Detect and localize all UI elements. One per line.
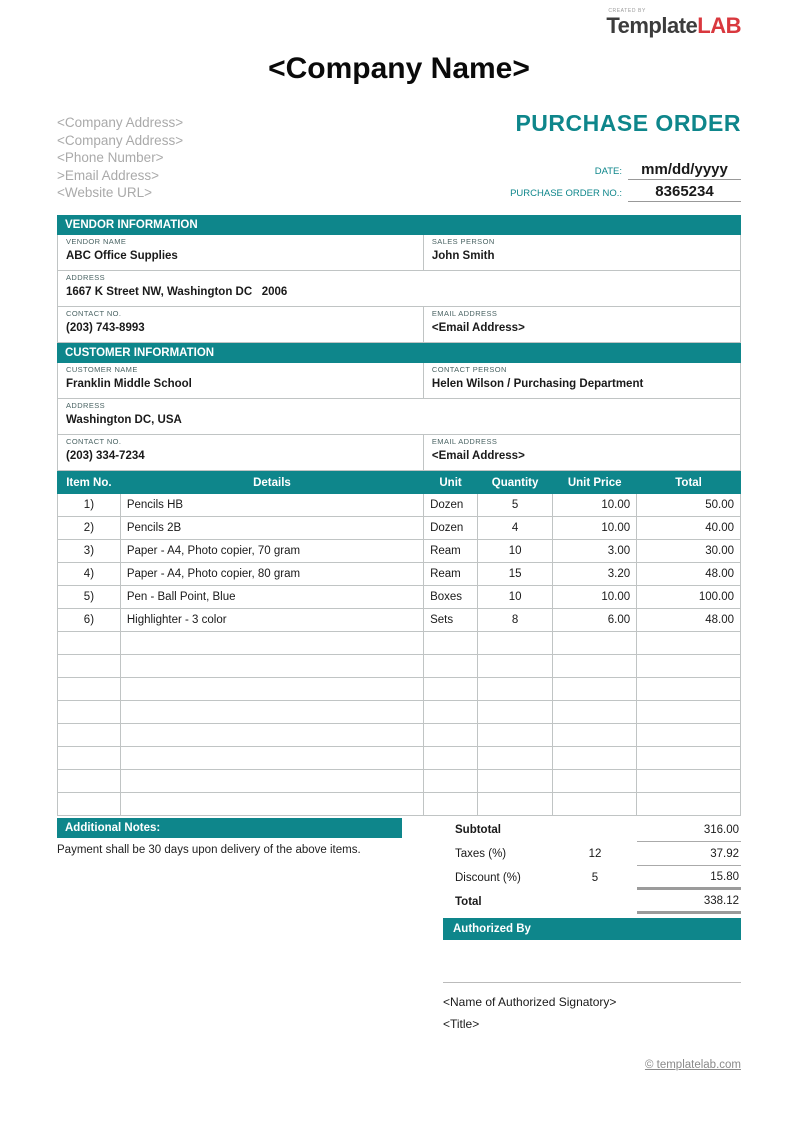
item-qty-cell: 5 — [478, 494, 553, 517]
empty-cell — [637, 701, 741, 724]
empty-cell — [424, 701, 478, 724]
table-row-empty — [58, 678, 741, 701]
additional-notes-text: Payment shall be 30 days upon delivery of the above items. — [57, 844, 361, 856]
top-bar — [57, 8, 741, 44]
total-label: Total — [455, 896, 482, 908]
logo-text-lab: LAB — [697, 13, 741, 38]
empty-cell — [58, 747, 121, 770]
company-address-line: <Company Address> — [57, 132, 184, 148]
subtotal-row — [443, 818, 741, 842]
empty-cell — [424, 632, 478, 655]
empty-cell — [424, 655, 478, 678]
empty-cell — [637, 724, 741, 747]
item-total-cell: 50.00 — [637, 494, 741, 517]
vendor-contact-value: (203) 743-8993 — [66, 322, 145, 334]
empty-cell — [553, 747, 637, 770]
empty-cell — [478, 724, 553, 747]
company-name-heading: <Company Name> — [268, 52, 530, 85]
item-price-cell: 3.20 — [553, 563, 637, 586]
item-total-cell: 48.00 — [637, 563, 741, 586]
sales-person-label: SALES PERSON — [431, 237, 495, 246]
discount-row — [443, 866, 741, 890]
item-price-cell: 10.00 — [553, 494, 637, 517]
column-header-details: Details — [120, 472, 423, 494]
column-header-unit-price: Unit Price — [553, 472, 637, 494]
item-price-cell: 10.00 — [553, 517, 637, 540]
customer-email-label: EMAIL ADDRESS — [431, 437, 498, 446]
empty-cell — [120, 701, 423, 724]
table-row — [58, 586, 741, 609]
purchase-order-header — [411, 98, 741, 205]
empty-cell — [553, 701, 637, 724]
item-details-cell: Highlighter - 3 color — [120, 609, 423, 632]
empty-cell — [637, 678, 741, 701]
empty-cell — [58, 793, 121, 816]
contact-person-cell — [424, 363, 740, 398]
contact-person-label: CONTACT PERSON — [431, 365, 507, 374]
item-price-cell: 10.00 — [553, 586, 637, 609]
order-number-field — [411, 183, 741, 202]
vendor-name-value: ABC Office Supplies — [66, 250, 178, 262]
vendor-contact-cell — [58, 307, 424, 342]
empty-cell — [553, 724, 637, 747]
po-meta-fields — [411, 161, 741, 202]
company-website-line: <Website URL> — [57, 185, 153, 200]
bottom-area — [57, 818, 741, 1031]
empty-cell — [553, 770, 637, 793]
signature-line — [443, 982, 741, 983]
item-total-cell: 48.00 — [637, 609, 741, 632]
empty-cell — [478, 655, 553, 678]
empty-cell — [637, 655, 741, 678]
item-unit-cell: Sets — [424, 609, 478, 632]
item-unit-cell: Dozen — [424, 517, 478, 540]
empty-cell — [424, 747, 478, 770]
table-row — [58, 563, 741, 586]
customer-row-name-person — [58, 363, 740, 399]
table-row-empty — [58, 701, 741, 724]
customer-email-value: <Email Address> — [431, 450, 525, 462]
item-details-cell: Pen - Ball Point, Blue — [120, 586, 423, 609]
table-row-empty — [58, 747, 741, 770]
column-header-quantity: Quantity — [478, 472, 553, 494]
discount-percent: 5 — [591, 872, 599, 884]
item-details-cell: Paper - A4, Photo copier, 80 gram — [120, 563, 423, 586]
empty-cell — [478, 678, 553, 701]
signatory-title-placeholder: <Title> — [443, 1017, 480, 1031]
signature-space — [443, 940, 741, 982]
column-header-unit: Unit — [424, 472, 478, 494]
item-no-cell: 2) — [58, 517, 121, 540]
company-address-line: <Company Address> — [57, 115, 184, 130]
additional-notes-header: Additional Notes: — [57, 818, 402, 838]
vendor-address-value: 1667 K Street NW, Washington DC 2006 — [66, 286, 288, 298]
taxes-row — [443, 842, 741, 866]
table-row-empty — [58, 770, 741, 793]
empty-cell — [58, 655, 121, 678]
column-header-item-no: Item No. — [58, 472, 121, 494]
contact-person-value: Helen Wilson / Purchasing Department — [431, 378, 644, 390]
item-total-cell: 30.00 — [637, 540, 741, 563]
order-number-label: PURCHASE ORDER NO.: — [510, 188, 622, 199]
table-row-empty — [58, 655, 741, 678]
empty-cell — [553, 793, 637, 816]
item-details-cell: Pencils 2B — [120, 517, 423, 540]
total-value: 338.12 — [637, 890, 741, 914]
empty-cell — [478, 701, 553, 724]
empty-cell — [637, 793, 741, 816]
logo-wordmark — [606, 14, 741, 38]
customer-contact-cell — [58, 435, 424, 470]
vendor-name-label: VENDOR NAME — [66, 237, 127, 246]
item-unit-cell: Ream — [424, 563, 478, 586]
discount-value: 15.80 — [637, 866, 741, 890]
item-qty-cell: 8 — [478, 609, 553, 632]
vendor-contact-label: CONTACT NO. — [66, 309, 122, 318]
item-unit-cell: Ream — [424, 540, 478, 563]
customer-row-contact-email — [58, 435, 740, 471]
additional-notes-block — [57, 818, 402, 1031]
page-footer — [57, 1059, 741, 1071]
item-details-cell: Pencils HB — [120, 494, 423, 517]
table-row — [58, 494, 741, 517]
item-no-cell: 4) — [58, 563, 121, 586]
table-row — [58, 517, 741, 540]
authorized-by-header: Authorized By — [443, 918, 741, 940]
items-header-row — [58, 472, 741, 494]
empty-cell — [553, 655, 637, 678]
empty-cell — [553, 632, 637, 655]
empty-cell — [58, 632, 121, 655]
vendor-address-label: ADDRESS — [66, 273, 106, 282]
vendor-email-label: EMAIL ADDRESS — [431, 309, 498, 318]
customer-name-cell — [58, 363, 424, 398]
signatory-name-placeholder: <Name of Authorized Signatory> — [443, 995, 617, 1009]
item-details-cell: Paper - A4, Photo copier, 70 gram — [120, 540, 423, 563]
customer-section-header: CUSTOMER INFORMATION — [57, 343, 741, 363]
item-no-cell: 5) — [58, 586, 121, 609]
total-row — [443, 890, 741, 914]
subtotal-value: 316.00 — [637, 818, 741, 842]
column-header-total: Total — [637, 472, 741, 494]
empty-cell — [424, 770, 478, 793]
empty-cell — [424, 724, 478, 747]
item-qty-cell: 15 — [478, 563, 553, 586]
taxes-value: 37.92 — [637, 842, 741, 866]
empty-cell — [120, 632, 423, 655]
empty-cell — [478, 632, 553, 655]
logo-text-template: Template — [606, 13, 698, 38]
empty-cell — [424, 678, 478, 701]
empty-cell — [478, 747, 553, 770]
customer-email-cell — [424, 435, 740, 470]
logo-created-by-text: CREATED BY — [608, 8, 646, 14]
date-field — [411, 161, 741, 180]
empty-cell — [120, 770, 423, 793]
date-value: mm/dd/yyyy — [628, 161, 741, 180]
vendor-row-address — [58, 271, 740, 307]
company-email-line: >Email Address> — [57, 167, 160, 183]
empty-cell — [120, 793, 423, 816]
table-row-empty — [58, 724, 741, 747]
customer-address-label: ADDRESS — [66, 401, 106, 410]
company-phone-line: <Phone Number> — [57, 150, 164, 165]
empty-cell — [637, 747, 741, 770]
date-label: DATE: — [594, 166, 622, 177]
header-info-row — [57, 98, 741, 205]
taxes-label: Taxes (%) — [455, 848, 507, 860]
vendor-info-grid — [57, 235, 741, 343]
empty-cell — [120, 724, 423, 747]
item-total-cell: 40.00 — [637, 517, 741, 540]
sales-person-cell — [424, 235, 740, 270]
empty-cell — [120, 678, 423, 701]
document-title: PURCHASE ORDER — [515, 110, 741, 136]
empty-cell — [637, 770, 741, 793]
vendor-section-header: VENDOR INFORMATION — [57, 215, 741, 235]
customer-name-value: Franklin Middle School — [66, 378, 192, 390]
empty-cell — [637, 632, 741, 655]
empty-cell — [478, 770, 553, 793]
customer-name-label: CUSTOMER NAME — [66, 365, 138, 374]
table-row — [58, 609, 741, 632]
customer-contact-value: (203) 334-7234 — [66, 450, 145, 462]
item-unit-cell: Boxes — [424, 586, 478, 609]
summary-block — [443, 818, 741, 1031]
discount-label: Discount (%) — [455, 872, 521, 884]
customer-row-address — [58, 399, 740, 435]
empty-cell — [58, 678, 121, 701]
item-no-cell: 3) — [58, 540, 121, 563]
customer-info-grid — [57, 363, 741, 471]
vendor-address-cell — [58, 271, 740, 306]
empty-cell — [553, 678, 637, 701]
empty-cell — [58, 770, 121, 793]
empty-cell — [120, 655, 423, 678]
item-qty-cell: 10 — [478, 586, 553, 609]
item-qty-cell: 4 — [478, 517, 553, 540]
item-price-cell: 6.00 — [553, 609, 637, 632]
vendor-row-contact-email — [58, 307, 740, 343]
empty-cell — [58, 724, 121, 747]
vendor-row-name-sales — [58, 235, 740, 271]
table-row-empty — [58, 793, 741, 816]
vendor-email-value: <Email Address> — [431, 322, 525, 334]
items-table — [57, 471, 741, 816]
empty-cell — [478, 793, 553, 816]
item-no-cell: 1) — [58, 494, 121, 517]
customer-address-value: Washington DC, USA — [66, 414, 182, 426]
item-no-cell: 6) — [58, 609, 121, 632]
templatelab-logo — [606, 8, 741, 44]
order-number-value: 8365234 — [628, 183, 741, 202]
items-body — [58, 494, 741, 816]
customer-address-cell — [58, 399, 740, 434]
vendor-name-cell — [58, 235, 424, 270]
table-row-empty — [58, 632, 741, 655]
bottom-gap — [402, 818, 443, 1031]
table-row — [58, 540, 741, 563]
item-price-cell: 3.00 — [553, 540, 637, 563]
customer-contact-label: CONTACT NO. — [66, 437, 122, 446]
sales-person-value: John Smith — [431, 250, 495, 262]
vendor-email-cell — [424, 307, 740, 342]
company-address-block — [57, 98, 183, 205]
empty-cell — [58, 701, 121, 724]
subtotal-label: Subtotal — [455, 824, 501, 836]
empty-cell — [424, 793, 478, 816]
item-qty-cell: 10 — [478, 540, 553, 563]
templatelab-footer-link[interactable]: © templatelab.com — [644, 1059, 741, 1071]
taxes-percent: 12 — [588, 848, 602, 860]
item-unit-cell: Dozen — [424, 494, 478, 517]
empty-cell — [120, 747, 423, 770]
item-total-cell: 100.00 — [637, 586, 741, 609]
